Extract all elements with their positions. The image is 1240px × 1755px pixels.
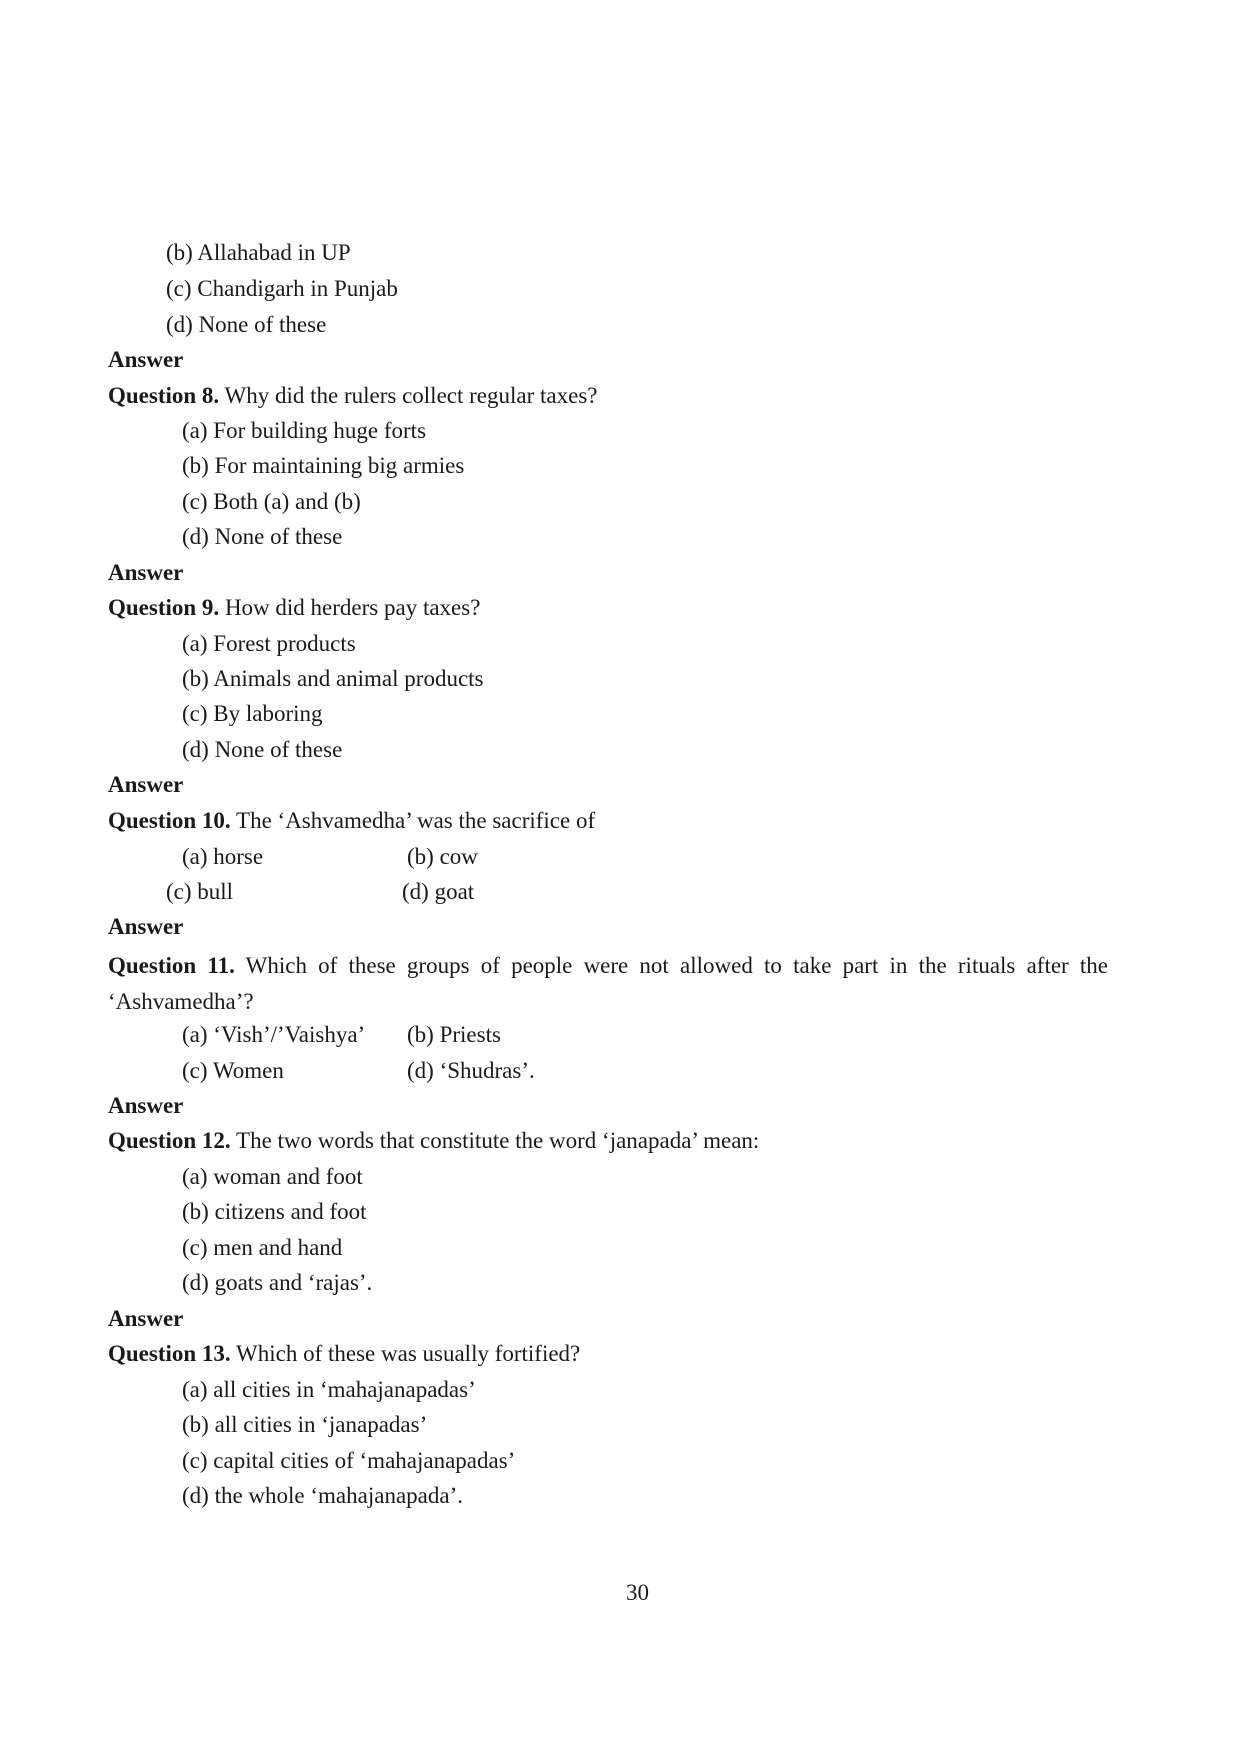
question-label: Question 8.	[108, 383, 220, 408]
option: (a) Forest products	[182, 631, 356, 656]
question-text: Which of these was usually fortified?	[230, 1341, 581, 1366]
option: (a) horse	[182, 844, 264, 869]
option: (a) woman and foot	[182, 1164, 363, 1189]
option: (c) By laboring	[182, 701, 323, 726]
option: (b) cow	[407, 844, 478, 869]
answer-label: Answer	[108, 560, 184, 585]
option: (c) capital cities of ‘mahajanapadas’	[182, 1448, 516, 1473]
question-label: Question 13.	[108, 1341, 231, 1366]
question-label: Question 10.	[108, 808, 231, 833]
option: (d) the whole ‘mahajanapada’.	[182, 1483, 463, 1508]
option: (a) For building huge forts	[182, 418, 427, 443]
answer-label: Answer	[108, 1306, 184, 1331]
answer-label: Answer	[108, 1093, 184, 1118]
option: (c) bull	[166, 879, 234, 904]
option: (d) None of these	[166, 312, 327, 337]
option: (b) Allahabad in UP	[166, 240, 351, 265]
option: (d) None of these	[182, 524, 343, 549]
option: (b) all cities in ‘janapadas’	[182, 1412, 428, 1437]
question-10	[108, 806, 595, 836]
question-text: The ‘Ashvamedha’ was the sacrifice of	[230, 808, 596, 833]
page-number: 30	[626, 1580, 649, 1605]
answer-label: Answer	[108, 914, 184, 939]
option: (d) goats and ‘rajas’.	[182, 1270, 373, 1295]
option: (d) goat	[402, 879, 475, 904]
question-11	[108, 948, 1108, 1020]
question-8	[108, 381, 597, 411]
question-text: How did herders pay taxes?	[219, 595, 481, 620]
option: (a) ‘Vish’/’Vaishya’	[182, 1022, 366, 1047]
option: (c) Both (a) and (b)	[182, 489, 361, 514]
option: (b) Animals and animal products	[182, 666, 484, 691]
option: (c) Chandigarh in Punjab	[166, 276, 398, 301]
question-13	[108, 1339, 580, 1369]
question-label: Question 12.	[108, 1128, 231, 1153]
option: (b) citizens and foot	[182, 1199, 367, 1224]
option: (a) all cities in ‘mahajanapadas’	[182, 1377, 476, 1402]
answer-label: Answer	[108, 772, 184, 797]
option: (b) For maintaining big armies	[182, 453, 465, 478]
question-text: Which of these groups of people were not allowed to take part in the rituals after the ‘Ashvamedha’?	[108, 953, 1108, 1014]
question-12	[108, 1126, 759, 1156]
option: (d) ‘Shudras’.	[407, 1058, 535, 1083]
answer-label: Answer	[108, 347, 184, 372]
option: (c) men and hand	[182, 1235, 343, 1260]
question-text: Why did the rulers collect regular taxes?	[219, 383, 598, 408]
question-label: Question 9.	[108, 595, 220, 620]
question-label: Question 11.	[108, 953, 235, 978]
option: (d) None of these	[182, 737, 343, 762]
option: (b) Priests	[407, 1022, 501, 1047]
question-9	[108, 593, 480, 623]
question-text: The two words that constitute the word ‘janapada’ mean:	[230, 1128, 760, 1153]
option: (c) Women	[182, 1058, 284, 1083]
